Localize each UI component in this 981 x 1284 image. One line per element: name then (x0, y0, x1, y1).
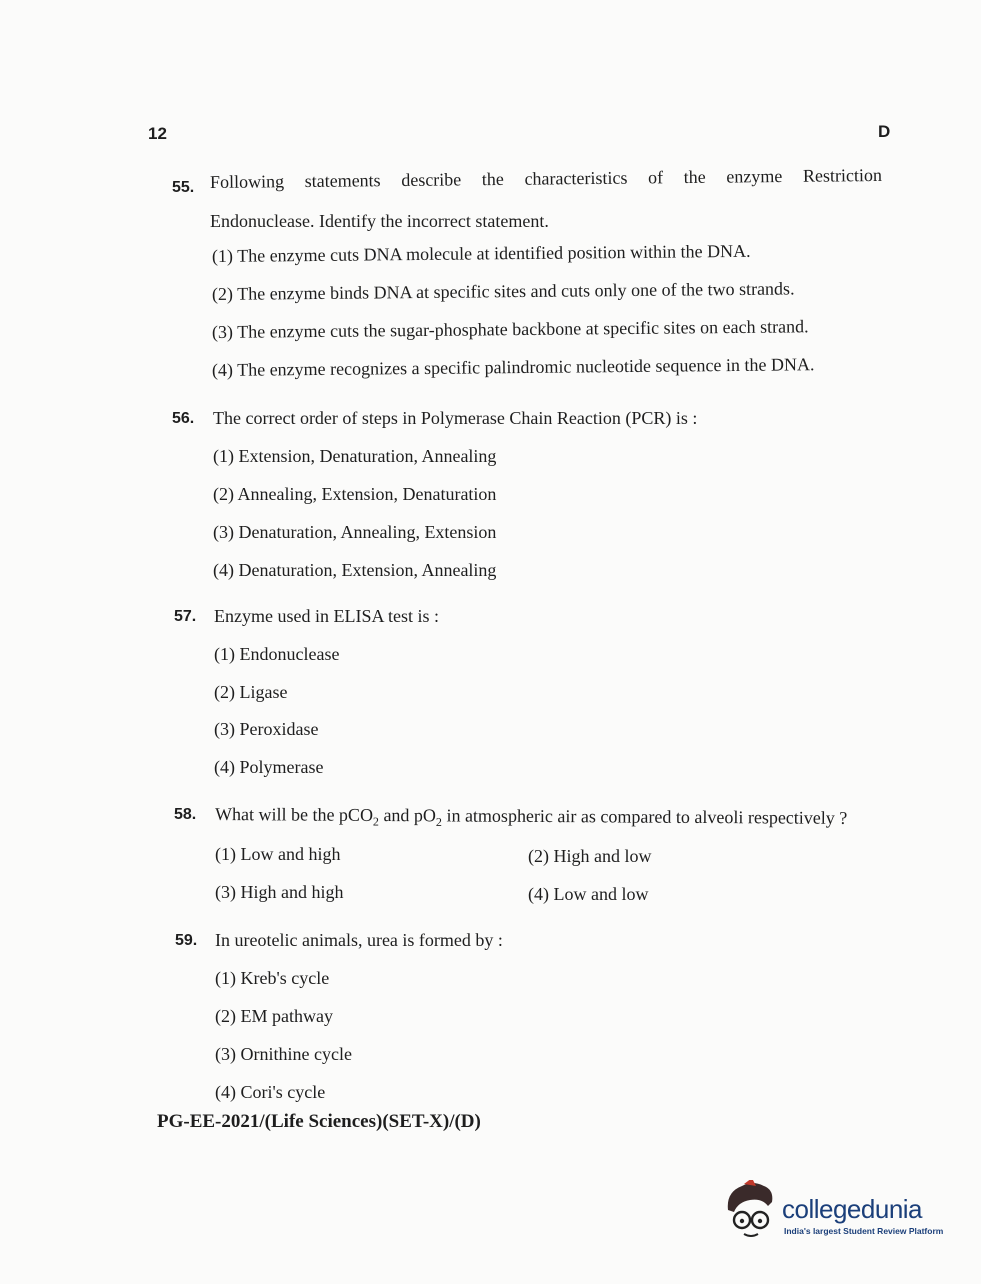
page-number: 12 (148, 124, 167, 143)
word: statements (304, 170, 381, 192)
option: (4) Low and low (528, 884, 649, 904)
option: (3) Peroxidase (214, 719, 319, 739)
text-part: and pO (378, 805, 437, 826)
option: (4) Denaturation, Extension, Annealing (213, 560, 497, 580)
question-number: 59. (175, 932, 198, 949)
option: (3) Denaturation, Annealing, Extension (213, 522, 497, 542)
set-letter: D (878, 122, 891, 141)
option: (3) Ornithine cycle (215, 1044, 352, 1064)
word: Restriction (802, 164, 883, 186)
option: (2) Ligase (214, 682, 288, 702)
paper-code: PG-EE-2021/(Life Sciences)(SET-X)/(D) (157, 1111, 481, 1132)
question-text-line-2: Endonuclease. Identify the incorrect statement. (210, 211, 549, 231)
brand-name: collegedunia (782, 1194, 923, 1224)
question-number: 58. (174, 806, 197, 823)
question-number: 55. (172, 179, 195, 196)
option: (2) High and low (528, 846, 652, 866)
word: characteristics (524, 167, 628, 189)
option: (2) The enzyme binds DNA at specific sites and cuts only one of the two strands. (211, 278, 795, 304)
word: Following (209, 171, 285, 192)
option: (3) High and high (215, 882, 344, 902)
option: (4) Polymerase (214, 757, 324, 777)
brand-watermark (722, 1180, 952, 1250)
question-number: 57. (174, 608, 197, 625)
question-text: The correct order of steps in Polymerase Chain Reaction (PCR) is : (213, 408, 698, 428)
option: (2) Annealing, Extension, Denaturation (213, 484, 497, 504)
question-text: In ureotelic animals, urea is formed by : (215, 930, 503, 950)
option: (3) The enzyme cuts the sugar-phosphate backbone at specific sites on each strand. (211, 316, 809, 342)
option: (1) Kreb's cycle (215, 968, 330, 988)
option: (2) EM pathway (215, 1006, 333, 1026)
word: the (683, 166, 706, 188)
option: (1) Endonuclease (214, 644, 340, 664)
option: (4) Cori's cycle (215, 1082, 326, 1102)
option: (1) Low and high (215, 844, 341, 864)
text-part: What will be the pCO (214, 804, 374, 825)
mascot-icon (722, 1180, 780, 1242)
text-part: in atmospheric air as compared to alveoli respectively ? (441, 805, 848, 828)
question-text: Enzyme used in ELISA test is : (214, 606, 439, 626)
word: the (481, 168, 504, 190)
option: (4) The enzyme recognizes a specific palindromic nucleotide sequence in the DNA. (211, 354, 815, 380)
option: (1) The enzyme cuts DNA molecule at identified position within the DNA. (211, 240, 751, 266)
question-text (215, 804, 847, 832)
word: of (647, 167, 664, 188)
option: (1) Extension, Denaturation, Annealing (213, 446, 497, 466)
question-number: 56. (172, 410, 195, 427)
brand-tagline: India's largest Student Review Platform (784, 1226, 944, 1236)
question-text-line-1 (210, 165, 882, 193)
word: enzyme (726, 166, 783, 187)
subscript: 2 (372, 814, 379, 829)
subscript: 2 (435, 814, 442, 829)
word: describe (401, 169, 462, 190)
